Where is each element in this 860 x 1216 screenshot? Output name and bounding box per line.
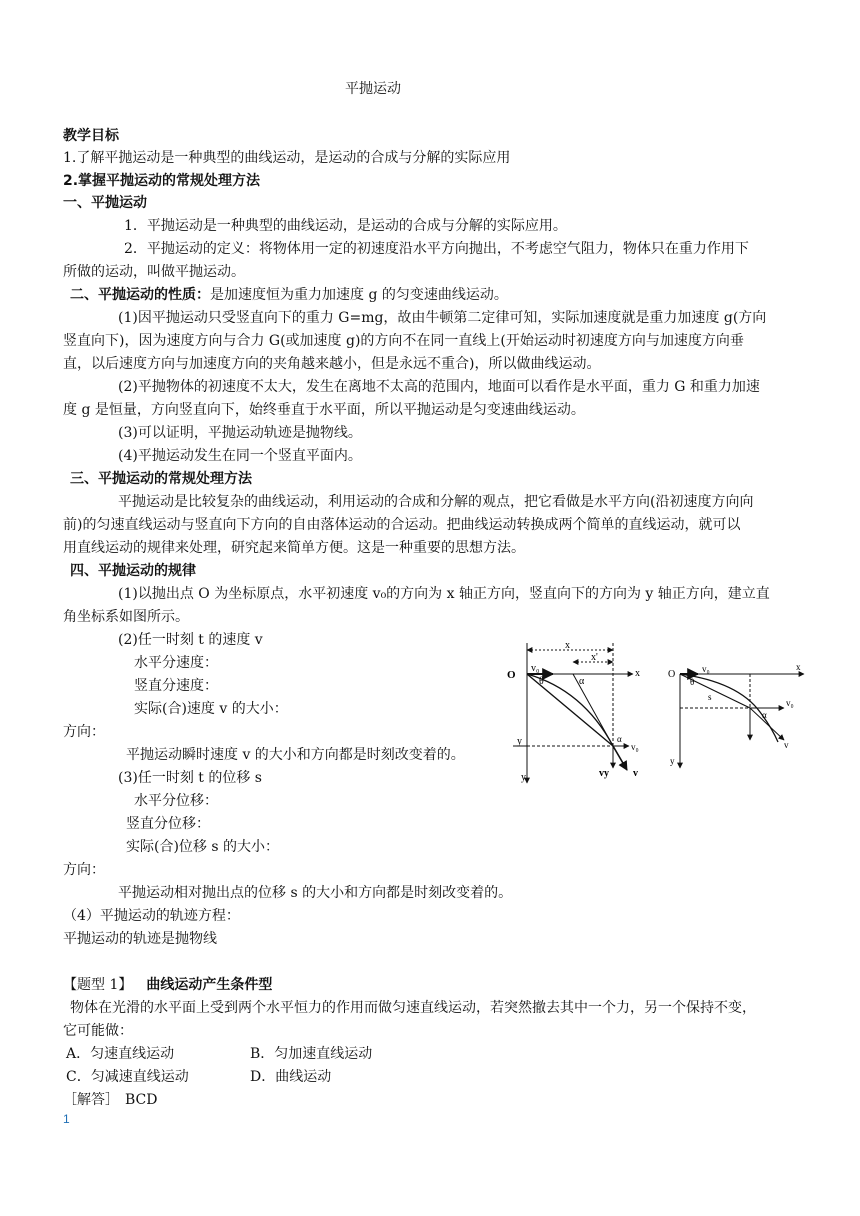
fig2-v0-label: v₀ bbox=[702, 664, 710, 674]
fig1-y-axis-label: y bbox=[521, 772, 526, 783]
section-2-heading: 二、平抛运动的性质： bbox=[70, 287, 210, 303]
projectile-diagram-1 bbox=[505, 638, 655, 788]
section-2-heading-rest: 是加速度恒为重力加速度 g 的匀变速曲线运动。 bbox=[210, 287, 508, 303]
vertical-displacement-label: 竖直分位移： bbox=[126, 816, 210, 832]
fig1-vy-label: vy bbox=[599, 768, 609, 779]
fig2-v-label: v bbox=[784, 740, 789, 750]
horizontal-displacement-label: 水平分位移： bbox=[134, 793, 218, 809]
fig1-v0-bottom-label: v₀ bbox=[631, 742, 639, 752]
s2-p1c: 直，以后速度方向与加速度方向的夹角越来越小，但是永远不重合)，所以做曲线运动。 bbox=[63, 356, 601, 372]
velocity-direction-label: 方向： bbox=[63, 724, 105, 740]
goals-heading: 教学目标 bbox=[63, 128, 119, 144]
option-a: A．匀速直线运动 bbox=[66, 1046, 175, 1062]
answer-value: BCD bbox=[125, 1092, 158, 1108]
fig2-theta-label: θ bbox=[690, 677, 695, 687]
fig1-xprime-label: x' bbox=[591, 652, 598, 663]
question-1-header bbox=[63, 975, 272, 995]
answer-line bbox=[63, 1090, 157, 1110]
displacement-note: 平抛运动相对抛出点的位移 s 的大小和方向都是时刻改变着的。 bbox=[118, 885, 513, 901]
option-b: B．匀加速直线运动 bbox=[250, 1046, 373, 1062]
fig1-y-label: y bbox=[517, 736, 522, 747]
velocity-note: 平抛运动瞬时速度 v 的大小和方向都是时刻改变着的。 bbox=[126, 747, 465, 763]
s2-p3: (3)可以证明，平抛运动轨迹是抛物线。 bbox=[118, 425, 362, 441]
s2-p4: (4)平抛运动发生在同一个竖直平面内。 bbox=[118, 448, 362, 464]
s2-p1a: (1)因平抛运动只受竖直向下的重力 G=mg，故由牛顿第二定律可知，实际加速度就是重力加速度 g(方向 bbox=[118, 310, 767, 326]
goal-1: 1.了解平抛运动是一种典型的曲线运动，是运动的合成与分解的实际应用 bbox=[63, 150, 511, 166]
resultant-displacement-label: 实际(合)位移 s 的大小： bbox=[126, 839, 280, 855]
section-2-heading-line bbox=[70, 285, 508, 305]
section-4-heading: 四、平抛运动的规律 bbox=[70, 563, 196, 579]
s1-paragraph-2a: 2．平抛运动的定义：将物体用一定的初速度沿水平方向抛出，不考虑空气阻力，物体只在重力作用下 bbox=[124, 241, 749, 257]
s3-p1c: 用直线运动的规律来处理，研究起来简单方便。这是一种重要的思想方法。 bbox=[63, 540, 525, 556]
fig2-origin-label: O bbox=[668, 669, 676, 680]
page-number: 1 bbox=[63, 1112, 70, 1126]
goal-2: 2.掌握平抛运动的常规处理方法 bbox=[63, 173, 261, 189]
s4-p1a: (1)以抛出点 O 为坐标原点，水平初速度 v₀的方向为 x 轴正方向，竖直向下的方向为 y 轴正方向，建立直 bbox=[118, 586, 770, 602]
horizontal-velocity-label: 水平分速度： bbox=[134, 655, 218, 671]
s4-p3: (3)任一时刻 t 的位移 s bbox=[118, 770, 262, 786]
option-d: D．曲线运动 bbox=[250, 1069, 332, 1085]
page-title: 平抛运动 bbox=[345, 81, 401, 97]
question-title: 曲线运动产生条件型 bbox=[146, 977, 273, 993]
s1-paragraph-2b: 所做的运动，叫做平抛运动。 bbox=[63, 264, 245, 280]
fig2-v0-right-label: v₀ bbox=[786, 698, 794, 708]
answer-label: ［解答］ bbox=[63, 1092, 119, 1108]
projectile-diagram-2 bbox=[668, 656, 808, 771]
fig1-x-label: x bbox=[565, 640, 570, 651]
fig1-alpha-bottom-label: α bbox=[617, 734, 622, 744]
s3-p1a: 平抛运动是比较复杂的曲线运动，利用运动的合成和分解的观点，把它看做是水平方向(沿初速度方向向 bbox=[118, 494, 754, 510]
fig2-x-axis-label: x bbox=[796, 662, 801, 672]
fig2-s-label: s bbox=[708, 692, 712, 702]
question-tag: 【题型 1】 bbox=[63, 977, 133, 993]
option-c: C．匀减速直线运动 bbox=[66, 1069, 189, 1085]
section-3-heading: 三、平抛运动的常规处理方法 bbox=[70, 471, 252, 487]
fig1-v0-label: v₀ bbox=[531, 663, 540, 674]
fig2-y-axis-label: y bbox=[670, 756, 675, 766]
vertical-velocity-label: 竖直分速度： bbox=[134, 678, 218, 694]
s1-paragraph-1: 1．平抛运动是一种典型的曲线运动，是运动的合成与分解的实际应用。 bbox=[124, 218, 567, 234]
s4-p1b: 角坐标系如图所示。 bbox=[63, 609, 189, 625]
section-1-heading: 一、平抛运动 bbox=[63, 195, 147, 211]
fig2-alpha-label: α bbox=[762, 710, 767, 720]
resultant-velocity-label: 实际(合)速度 v 的大小： bbox=[134, 701, 288, 717]
s2-p2b: 度 g 是恒量，方向竖直向下，始终垂直于水平面，所以平抛运动是匀变速曲线运动。 bbox=[63, 402, 585, 418]
s4-p2: (2)任一时刻 t 的速度 v bbox=[118, 632, 263, 648]
s4-p5: 平抛运动的轨迹是抛物线 bbox=[63, 931, 217, 947]
fig1-alpha-label: α bbox=[579, 676, 585, 687]
fig1-x-axis-label: x bbox=[635, 668, 640, 679]
fig1-v-label: v bbox=[633, 768, 638, 779]
fig1-origin-label: O bbox=[507, 669, 516, 681]
s2-p2a: (2)平抛物体的初速度不太大，发生在离地不太高的范围内，地面可以看作是水平面，重力 G 和重力加速 bbox=[118, 379, 760, 395]
question-stem-b: 它可能做： bbox=[63, 1023, 133, 1039]
s2-p1b: 竖直向下)，因为速度方向与合力 G(或加速度 g)的方向不在同一直线上(开始运动时初速度方向与加速度方向垂 bbox=[63, 333, 744, 349]
question-stem-a: 物体在光滑的水平面上受到两个水平恒力的作用而做匀速直线运动，若突然撤去其中一个力，另一个保持不变， bbox=[70, 1000, 756, 1016]
s4-p4: （4）平抛运动的轨迹方程： bbox=[63, 908, 240, 924]
fig1-theta-label: θ bbox=[539, 676, 544, 687]
displacement-direction-label: 方向： bbox=[63, 862, 105, 878]
s3-p1b: 前)的匀速直线运动与竖直向下方向的自由落体运动的合运动。把曲线运动转换成两个简单的直线运动，就可以 bbox=[63, 517, 741, 533]
